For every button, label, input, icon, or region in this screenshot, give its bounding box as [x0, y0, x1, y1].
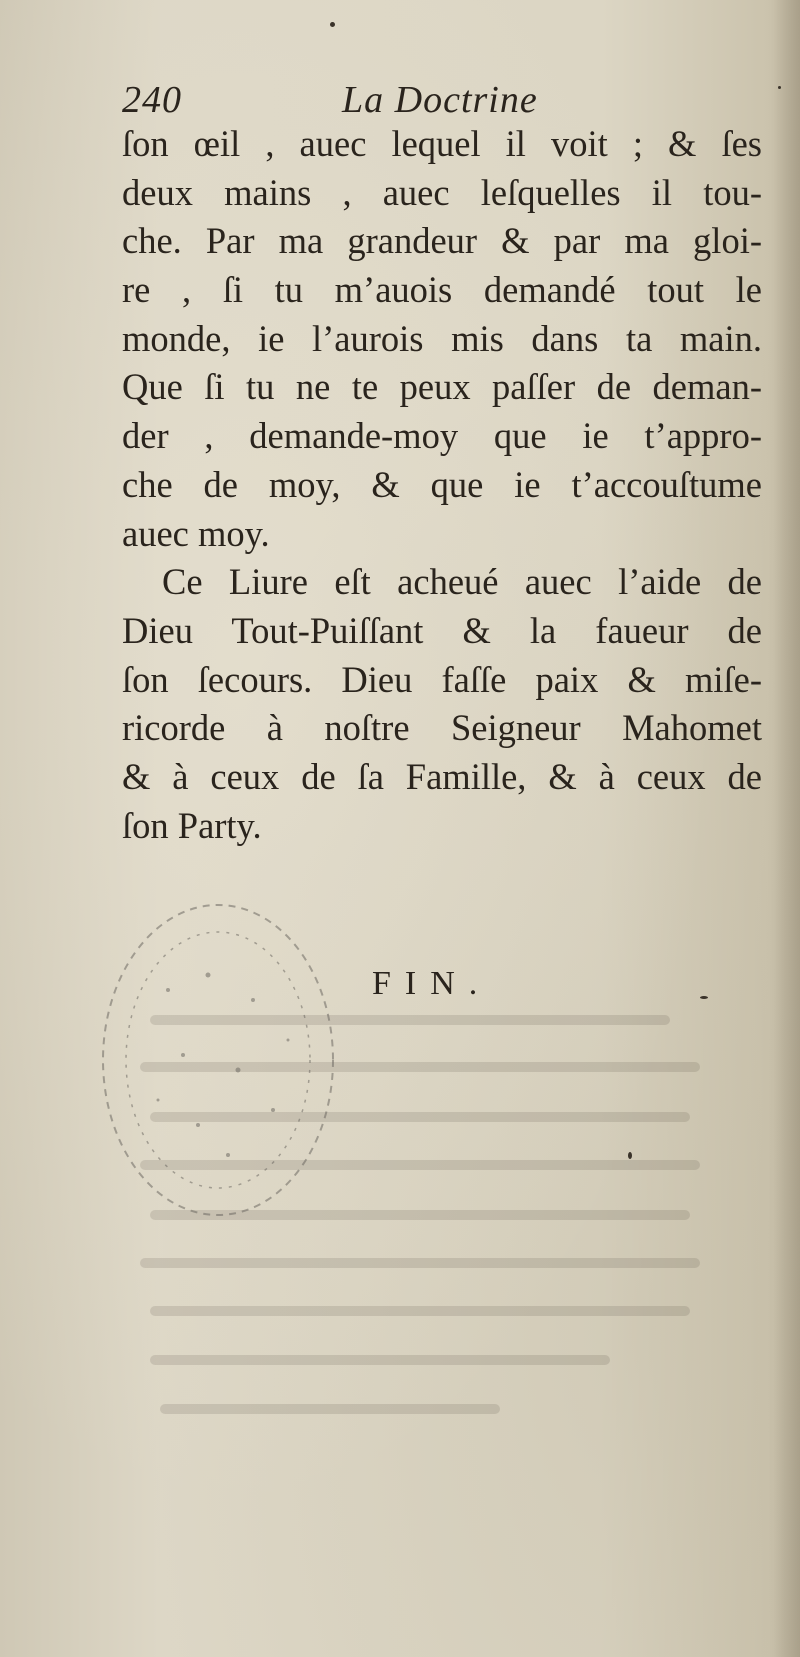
- body-text: [122, 120, 762, 850]
- text-line: & à ceux de ſa Famille, & à ceux de: [122, 755, 762, 797]
- ink-speck: [778, 86, 781, 89]
- text-line: ſon œil , auec lequel il voit ; & ſes: [122, 123, 762, 164]
- binding-shadow: [774, 0, 800, 1657]
- text-line: Dieu Tout-Puiſſant & la faueur de: [122, 609, 762, 651]
- ink-speck: [330, 22, 335, 27]
- text-line: monde, ie l’aurois mis dans ta main.: [122, 317, 762, 359]
- text-line: re , ſi tu m’auois demandé tout le: [122, 269, 762, 311]
- text-line: che de moy, & que ie t’accouſtume: [122, 463, 762, 505]
- text-line: Ce Liure eſt acheué auec l’aide de: [162, 561, 762, 603]
- text-line: auec moy.: [122, 512, 270, 554]
- ink-speck: [628, 1152, 632, 1159]
- page-number: 240: [122, 79, 182, 121]
- text-line: Que ſi tu ne te peux paſſer de deman-: [122, 366, 762, 408]
- library-stamp-icon: [88, 880, 358, 1230]
- text-line: ſon ſecours. Dieu faſſe paix & miſe-: [122, 658, 762, 700]
- text-line: ricorde à noſtre Seigneur Mahomet: [122, 707, 762, 749]
- text-line: der , demande-moy que ie t’appro-: [122, 415, 762, 457]
- finis-mark: FIN.: [372, 965, 492, 1002]
- text-line: ſon Party.: [122, 804, 262, 846]
- text-line: deux mains , auec leſquelles il tou-: [122, 171, 762, 213]
- running-title: La Doctrine: [342, 79, 538, 121]
- text-line: che. Par ma grandeur & par ma gloi-: [122, 220, 762, 262]
- ink-speck: [700, 996, 708, 999]
